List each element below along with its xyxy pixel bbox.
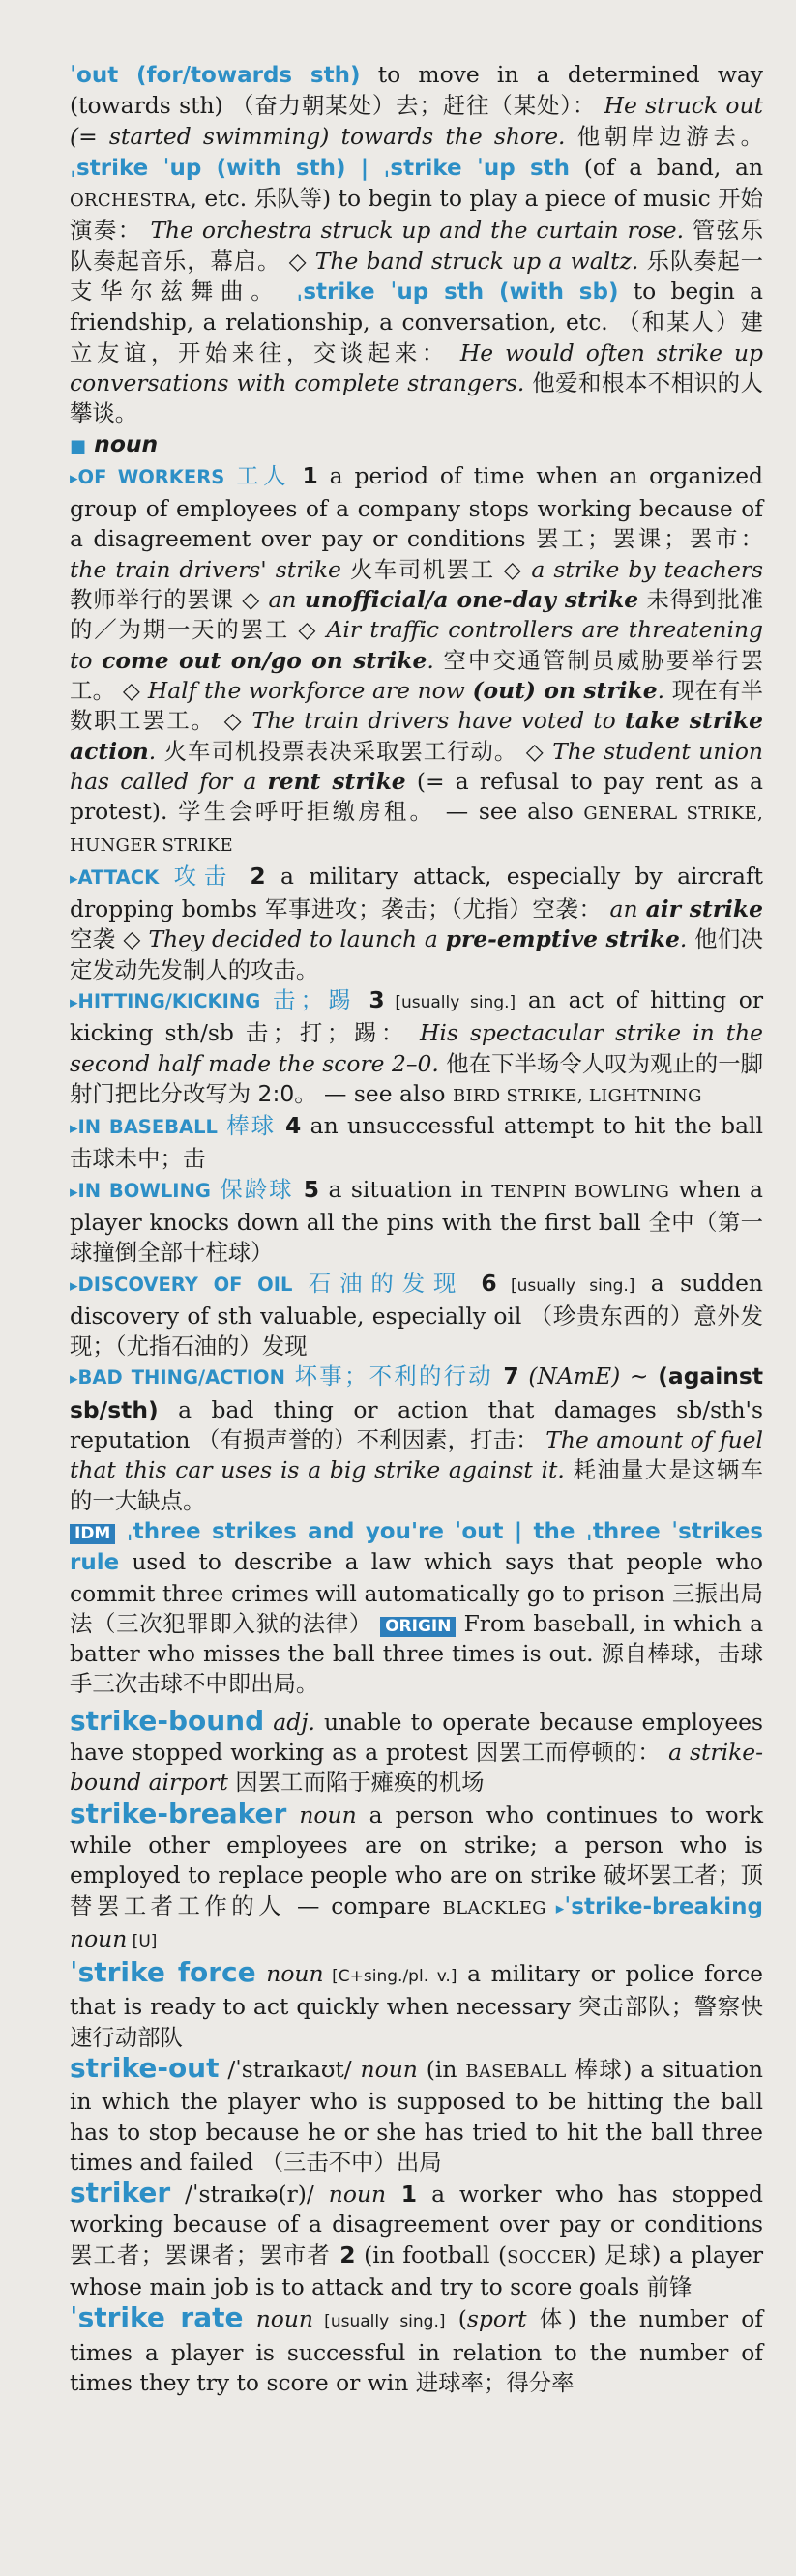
definition: a bad thing or action that damages sb/sth's reputation <box>70 1395 763 1454</box>
translation: 体 <box>526 2305 568 2333</box>
part-of-speech: noun <box>70 1924 128 1952</box>
part-of-speech: noun <box>243 2305 313 2333</box>
example-collocation: come out on/go on strike <box>102 646 427 674</box>
definition: ) to begin to play a piece of music <box>322 185 719 213</box>
translation: （有损声誉的）不利因素，打击： <box>197 1426 539 1454</box>
example: ◇ The train drivers have voted to <box>215 707 625 735</box>
translation: （奋力朝某处）去；赶往（某处）： <box>231 92 597 120</box>
punctuation: . <box>679 925 688 953</box>
example: He struck out (= started swimming) towards the shore. <box>70 92 763 150</box>
translation: 罢工；罢课；罢市： <box>536 525 763 553</box>
translation: 棒球 <box>566 2056 624 2083</box>
entry-strike-bound <box>70 1706 763 1799</box>
triangle-pointer-icon: ▸ <box>70 1275 78 1296</box>
triangle-pointer-icon: ▸ <box>70 1182 78 1202</box>
part-of-speech: noun <box>94 429 159 457</box>
definition: to move in a determined way (towards sth) <box>70 61 764 120</box>
shortcut-label: BAD THING/ACTION <box>77 1366 285 1390</box>
definition: ) the number of times a player is successful in relation to the number of times they try to score or win <box>70 2305 764 2396</box>
grammar-pattern: (against sb/sth) <box>70 1362 763 1423</box>
translation: 他朝岸边游去。 <box>565 122 764 150</box>
phrasal-verb-strike-up-sth: ˌstrike ˈup sth (with sb) <box>280 279 619 306</box>
definition: a period of time when an organized group of employees of a company stops working because of a disagreement over pay or conditions <box>70 461 764 553</box>
definition: unable to operate because employees have stopped working as a protest <box>70 1708 764 1767</box>
example: an <box>602 895 646 923</box>
part-of-speech: noun <box>351 2056 418 2083</box>
sense-number: 1 <box>289 461 318 489</box>
usage-label: [C+sing./pl. v.] <box>323 1967 457 1987</box>
translation: 开始演奏： <box>70 185 764 245</box>
sense-hitting-kicking <box>70 985 763 1111</box>
shortcut-translation: 击；踢 <box>260 985 356 1013</box>
translation: 源自棒球，击球手三次击球不中即出局。 <box>70 1640 764 1698</box>
derivative-arrow-icon: ▸ <box>545 1898 565 1918</box>
example-collocation: unofficial/a one-day strike <box>304 586 639 614</box>
translation: （和某人）建立友谊，开始来往，交谈起来： <box>70 308 763 366</box>
translation: 三振出局法（三次犯罪即入狱的法律） <box>70 1579 764 1637</box>
definition: , etc. <box>190 185 254 213</box>
translation: 乐队等 <box>253 185 323 213</box>
sense-number: 4 <box>275 1112 302 1140</box>
region-label: (NAmE) <box>518 1362 621 1390</box>
definition: a military attack, especially by aircraft dropping bombs <box>70 862 763 923</box>
headword: strike-out <box>70 2052 220 2084</box>
cross-reference: ORCHESTRA <box>70 190 191 212</box>
definition: an act of hitting or kicking sth/sb <box>70 985 764 1047</box>
translation: 军事进攻；袭击；（尤指）空袭： <box>265 895 603 923</box>
translation: 因罢工而停顿的： <box>475 1739 662 1767</box>
translation: 学生会呼吁拒缴房租。 <box>178 798 436 826</box>
translation: 现在有半数职工罢工。 <box>70 676 764 735</box>
headword: strike-bound <box>70 1704 265 1737</box>
derivative-headword: ˈstrike-breaking <box>564 1893 763 1919</box>
example-collocation: take strike action <box>70 707 764 765</box>
definition: used to describe a law which says that people who commit three crimes will automatically go to prison <box>70 1548 763 1607</box>
see-also: — see also <box>316 1079 453 1107</box>
compare: — compare <box>285 1891 443 1919</box>
translation: （珍贵东西的）意外发现；（尤指石油的）发现 <box>70 1302 764 1361</box>
translation: 未得到批准的／为期一天的罢工 <box>70 586 763 644</box>
sense-number: 2 <box>330 2240 356 2269</box>
translation: 空中交通管制员威胁要举行罢工。 <box>70 646 763 704</box>
shortcut-label: HITTING/KICKING <box>77 989 261 1012</box>
origin-marker: ORIGIN <box>380 1617 456 1637</box>
definition: an unsuccessful attempt to hit the ball <box>301 1112 764 1140</box>
translation: 破坏罢工者；顶替罢工者工作的人 <box>70 1861 764 1919</box>
definition: a sudden discovery of sth valuable, especially oil <box>70 1269 763 1330</box>
usage-label: [usually sing.] <box>496 1275 635 1296</box>
example-collocation: rent strike <box>267 767 406 795</box>
part-of-speech: adj. <box>264 1708 315 1736</box>
part-of-speech: noun <box>286 1800 357 1829</box>
idiom-marker: IDM <box>70 1524 115 1544</box>
noun-section-label <box>70 429 763 461</box>
cross-reference[interactable]: BLACKLEG <box>442 1897 546 1918</box>
entry-striker <box>70 2178 763 2302</box>
example-collocation: (out) on strike <box>472 676 658 704</box>
part-of-speech: noun <box>313 2181 387 2209</box>
example: He would often strike up conversations with complete strangers. <box>70 338 763 396</box>
translation: 全中（第一球撞倒全部十柱球） <box>70 1208 763 1267</box>
translation: 他在下半场令人叹为观止的一脚射门把比分改写为 2:0。 <box>70 1049 763 1107</box>
definition: to begin a friendship, a relationship, a conversation, etc. <box>70 278 763 337</box>
entry-strike-rate <box>70 2302 763 2398</box>
example-collocation: air strike <box>645 895 763 923</box>
definition: ) a player whose main job is to attack and try to score goals <box>70 2240 764 2301</box>
example: The orchestra struck up and the curtain rose. <box>141 217 685 245</box>
cross-reference[interactable]: GENERAL STRIKE, HUNGER STRIKE <box>70 804 763 857</box>
definition: a situation in <box>319 1175 492 1203</box>
shortcut-label: OF WORKERS <box>77 465 225 488</box>
translation: 他们决定发动先发制人的攻击。 <box>70 925 764 983</box>
definition: (of a band, an <box>570 153 764 181</box>
entry-strike-force <box>70 1957 763 2053</box>
definition: a person who continues to work while other employees are on strike; a person who is employed to replace people who are on strike <box>70 1800 763 1889</box>
phrasal-verb-strike-out-for: ˈout (for/towards sth) <box>70 63 361 88</box>
subject-label: sport <box>466 2305 527 2333</box>
translation: （三击不中）出局 <box>260 2148 442 2176</box>
entry-strike-breaker <box>70 1799 763 1957</box>
cross-reference[interactable]: BIRD STRIKE, LIGHTNING <box>452 1085 702 1106</box>
shortcut-label: IN BASEBALL <box>77 1116 218 1139</box>
punctuation: . <box>657 676 665 704</box>
punctuation: . <box>427 646 434 674</box>
definition: a military or police force that is ready to act quickly when necessary <box>70 1960 764 2021</box>
sense-of-workers <box>70 461 763 862</box>
sense-number: 6 <box>464 1269 497 1297</box>
example: ◇ a strike by teachers <box>494 555 764 583</box>
sense-number: 3 <box>355 985 385 1013</box>
definition: ) a situation in which the player who is supposed to be hitting the ball has to stop because he or she has tried to hit the ball three times and failed <box>70 2056 763 2176</box>
triangle-pointer-icon: ▸ <box>70 468 78 488</box>
punctuation: . <box>148 737 157 765</box>
usage-label: [usually sing.] <box>384 992 516 1012</box>
shortcut-translation: 攻击 <box>159 862 235 890</box>
translation: 足球 <box>604 2240 653 2269</box>
shortcut-translation: 棒球 <box>217 1112 276 1140</box>
sense-attack <box>70 862 763 985</box>
cross-reference[interactable]: BASEBALL <box>465 2062 567 2082</box>
part-of-speech: noun <box>255 1960 324 1988</box>
sense-discovery-of-oil <box>70 1269 763 1362</box>
sense-number: 7 <box>492 1362 519 1390</box>
translation: 突击部队；警察快速行动部队 <box>70 1993 763 2051</box>
translation: 因罢工而陷于瘫痪的机场 <box>227 1769 485 1797</box>
definition: (in football ( <box>355 2240 508 2269</box>
triangle-pointer-icon: ▸ <box>70 868 78 889</box>
translation: 耗油量大是这辆车的一大缺点。 <box>70 1456 763 1514</box>
pronunciation: /ˈstraɪkə(r)/ <box>170 2181 314 2209</box>
see-also: — see also <box>435 798 584 826</box>
example: ◇ They decided to launch a <box>115 925 446 953</box>
example: ◇ The band struck up a waltz. <box>280 247 639 275</box>
phrasal-verbs-block <box>70 60 763 429</box>
translation: 他爱和根本不相识的人攀谈。 <box>70 368 763 427</box>
translation: 击；打；踢： <box>245 1019 408 1047</box>
translation: 罢工者；罢课者；罢市者 <box>70 2240 331 2269</box>
headword: strike-breaker <box>70 1797 287 1830</box>
sense-baseball <box>70 1111 763 1175</box>
example: ◇ Air traffic controllers are threatening to <box>70 616 763 674</box>
translation: 前锋 <box>646 2273 693 2301</box>
translation: 管弦乐队奏起音乐，幕启。 <box>70 217 764 275</box>
sense-number: 5 <box>293 1175 320 1203</box>
example: the train drivers' strike <box>70 555 341 583</box>
pronunciation: /ˈstraɪkaʊt/ <box>219 2056 352 2083</box>
triangle-pointer-icon: ▸ <box>70 1119 78 1139</box>
shortcut-label: DISCOVERY OF OIL <box>77 1273 293 1296</box>
translation: 火车司机罢工 <box>340 555 495 583</box>
definition: ( <box>445 2305 467 2333</box>
sense-bowling <box>70 1175 763 1269</box>
idiom-phrase: ˌthree strikes and you're ˈout | the ˌthree ˈstrikes rule <box>70 1518 763 1576</box>
definition: a worker who has stopped working because of a disagreement over pay or conditions <box>70 2181 763 2239</box>
sense-number: 2 <box>234 862 266 890</box>
translation: 进球率；得分率 <box>415 2368 575 2396</box>
headword: ˈstrike rate <box>70 2301 244 2334</box>
shortcut-label: ATTACK <box>77 865 160 889</box>
example: a strike-bound airport <box>70 1739 763 1797</box>
example: ◇ The student union has called for a <box>70 737 763 795</box>
usage-label: [U] <box>127 1931 158 1951</box>
shortcut-label: IN BOWLING <box>77 1179 211 1202</box>
sense-number: 1 <box>386 2181 418 2209</box>
headword: striker <box>70 2177 171 2210</box>
translation: 教师举行的罢课 <box>70 586 234 614</box>
translation: 击球未中；击 <box>70 1145 206 1173</box>
translation: 乐队奏起一支华尔兹舞曲。 <box>70 247 764 306</box>
cross-reference[interactable]: SOCCER <box>507 2246 588 2268</box>
translation: 空袭 <box>70 925 116 953</box>
square-bullet-icon: ■ <box>70 435 87 456</box>
usage-label: [usually sing.] <box>313 2312 446 2332</box>
triangle-pointer-icon: ▸ <box>70 1369 78 1390</box>
translation: 火车司机投票表决采取罢工行动。 <box>156 737 518 765</box>
cross-reference[interactable]: TENPIN BOWLING <box>491 1181 670 1202</box>
shortcut-translation: 坏事；不利的行动 <box>284 1362 493 1390</box>
example: ◇ Half the workforce are now <box>115 676 473 704</box>
shortcut-translation: 工人 <box>224 461 290 489</box>
definition: ~ <box>620 1362 659 1390</box>
definition: ) <box>587 2240 605 2269</box>
idiom-block <box>70 1516 763 1700</box>
example: His spectacular strike in the second half made the score 2–0. <box>70 1019 764 1077</box>
headword: ˈstrike force <box>70 1956 256 1989</box>
origin-note: From baseball, in which a batter who misses the ball three times is out. <box>70 1609 764 1668</box>
phrasal-verb-strike-up: ˌstrike ˈup (with sth) | ˌstrike ˈup sth <box>70 155 571 181</box>
entry-strike-out <box>70 2053 763 2178</box>
example: ◇ an <box>233 586 305 614</box>
shortcut-translation: 石油的发现 <box>292 1269 465 1297</box>
shortcut-translation: 保龄球 <box>210 1175 294 1203</box>
definition: (= a refusal to pay rent as a protest). <box>70 767 763 826</box>
definition: when a player knocks down all the pins with the first ball <box>70 1175 763 1236</box>
example-collocation: pre-emptive strike <box>445 925 680 953</box>
definition: (in <box>417 2056 466 2083</box>
triangle-pointer-icon: ▸ <box>70 992 78 1012</box>
example: The amount of fuel that this car uses is a big strike against it. <box>70 1426 764 1484</box>
sense-bad-thing <box>70 1361 763 1515</box>
